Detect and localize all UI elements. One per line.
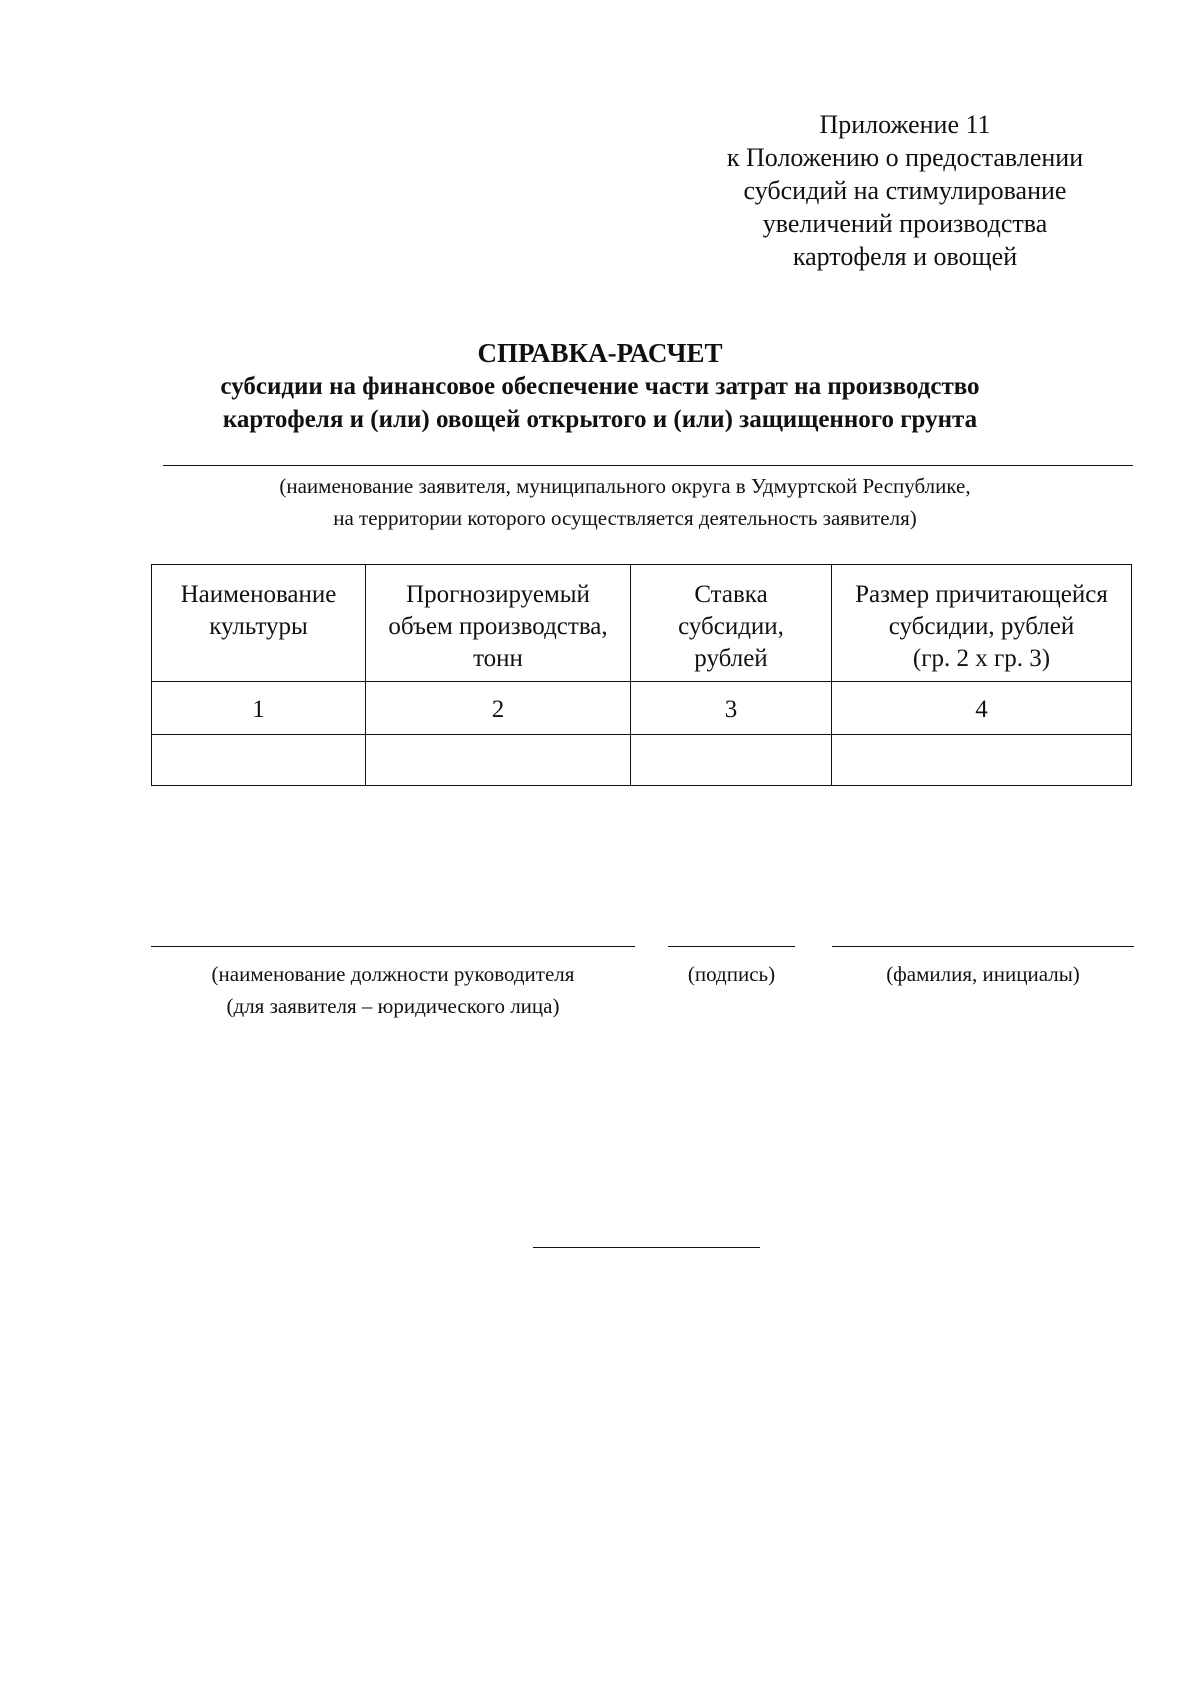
- document-end-line: [533, 1247, 760, 1248]
- table-cell[interactable]: [366, 735, 631, 786]
- signature-caption: (подпись): [687, 962, 776, 986]
- appendix-line: Приложение 11: [819, 110, 991, 139]
- applicant-caption-line: на территории которого осуществляется деятельность заявителя): [333, 506, 917, 530]
- applicant-caption-line: (наименование заявителя, муниципального округа в Удмуртской Республике,: [279, 474, 971, 498]
- title-subtitle-line: картофеля и (или) овощей открытого и (или) защищенного грунта: [222, 406, 978, 433]
- table-number-row: [152, 682, 1132, 735]
- table-cell[interactable]: [152, 735, 366, 786]
- title-subtitle-line: субсидии на финансовое обеспечение части затрат на производство: [220, 373, 980, 400]
- header-cell-rate: Ставка субсидии, рублей: [631, 565, 832, 682]
- applicant-caption: [150, 470, 1100, 534]
- signature-line: [668, 946, 795, 947]
- column-number: 2: [366, 682, 631, 735]
- column-number: 3: [631, 682, 832, 735]
- name-caption: (фамилия, инициалы): [886, 962, 1080, 986]
- appendix-block: [700, 108, 1110, 273]
- document-title: [130, 336, 1070, 436]
- header-cell-volume: Прогнозируемый объем производства, тонн: [366, 565, 631, 682]
- appendix-line: субсидий на стимулирование: [743, 176, 1067, 205]
- header-cell-crop: Наименование культуры: [152, 565, 366, 682]
- header-cell-amount: Размер причитающейся субсидии, рублей (гр. 2 х гр. 3): [832, 565, 1132, 682]
- table-cell[interactable]: [832, 735, 1132, 786]
- appendix-line: увеличений производства: [762, 209, 1048, 238]
- column-number: 1: [152, 682, 366, 735]
- table-cell[interactable]: [631, 735, 832, 786]
- position-signature-line: [151, 946, 635, 947]
- calculation-table: [151, 564, 1132, 786]
- name-signature-line: [832, 946, 1134, 947]
- appendix-line: к Положению о предоставлении: [726, 143, 1084, 172]
- appendix-line: картофеля и овощей: [792, 242, 1018, 271]
- table-row: [152, 735, 1132, 786]
- table-header-row: [152, 565, 1132, 682]
- column-number: 4: [832, 682, 1132, 735]
- title-main: СПРАВКА-РАСЧЕТ: [477, 338, 723, 368]
- applicant-name-line: [163, 465, 1133, 466]
- position-caption: (наименование должности руководителя (для заявителя – юридического лица): [211, 962, 575, 1018]
